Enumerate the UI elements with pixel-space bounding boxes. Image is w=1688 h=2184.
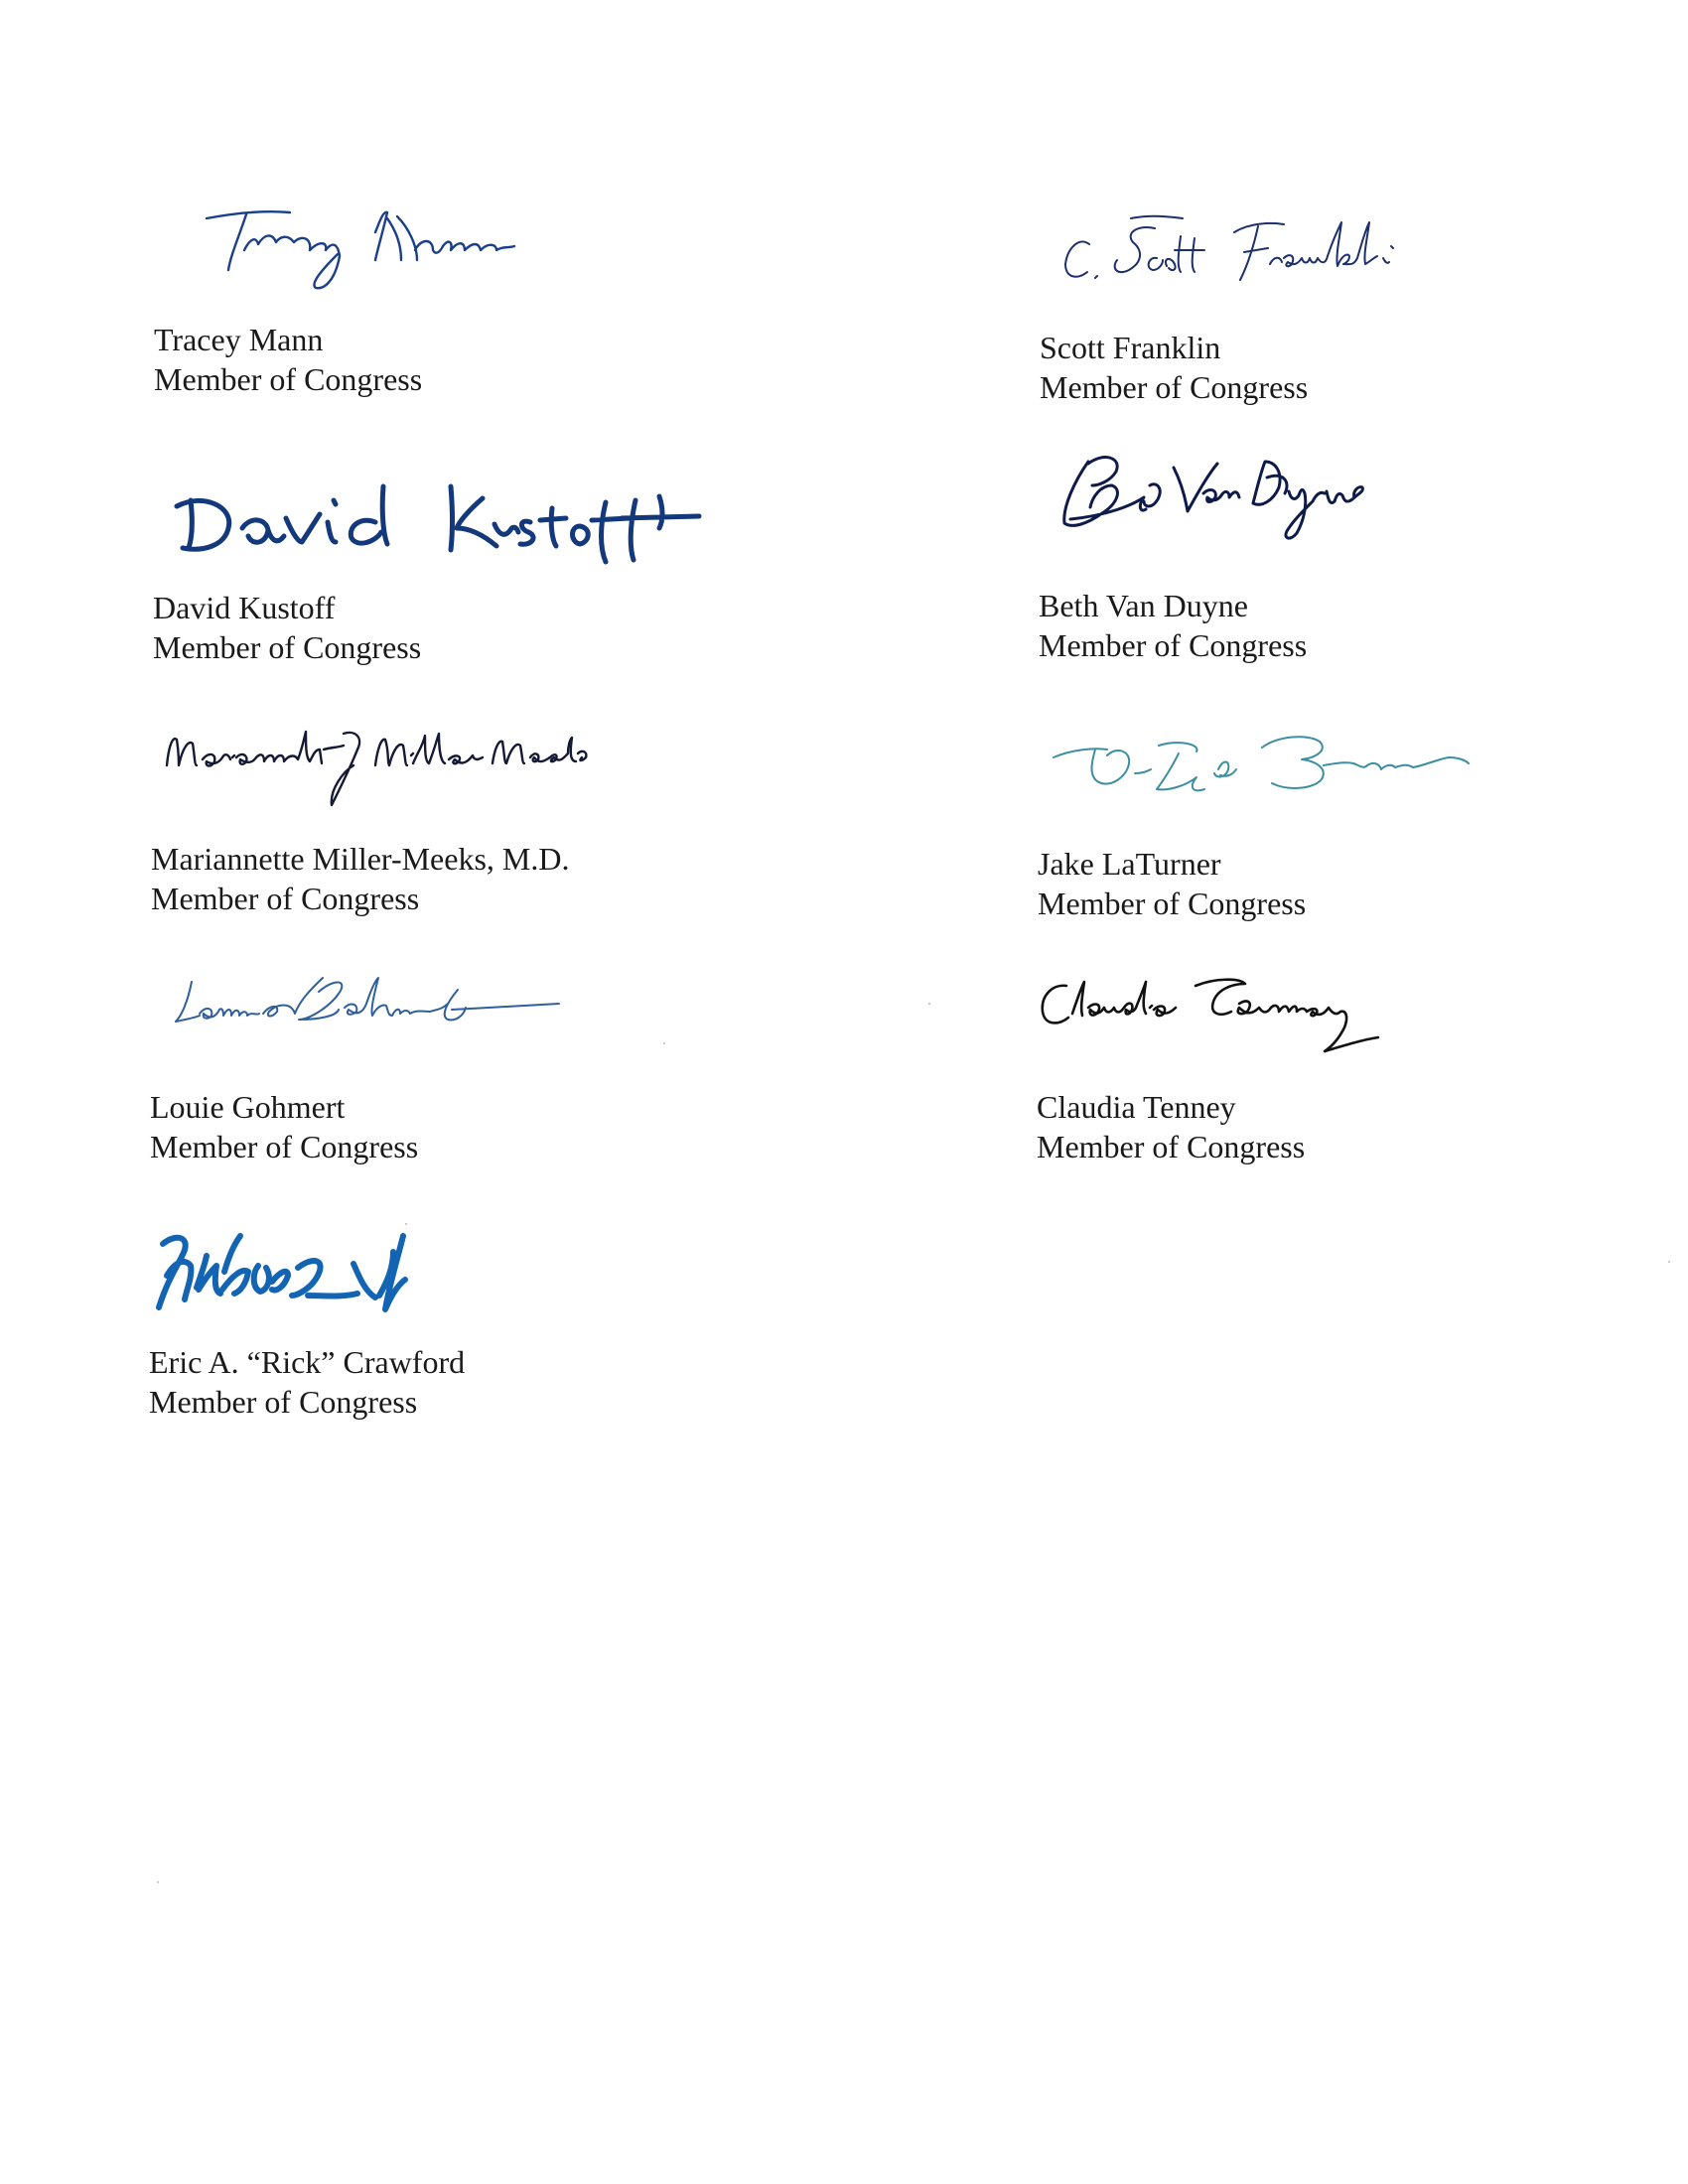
signer-name: David Kustoff — [153, 590, 336, 625]
scan-speck — [157, 1881, 159, 1883]
signer-title: Member of Congress — [150, 1129, 419, 1164]
signature-tenney — [1037, 968, 1414, 1077]
signature-mann — [199, 199, 556, 298]
signer-title: Member of Congress — [154, 361, 423, 397]
scan-speck — [928, 1003, 930, 1005]
signer-title: Member of Congress — [1039, 627, 1308, 663]
signer-name: Eric A. “Rick” Crawford — [149, 1344, 466, 1380]
signature-vanduyne — [1049, 442, 1406, 561]
signer-title: Member of Congress — [153, 629, 422, 665]
scan-speck — [1668, 1261, 1670, 1263]
signature-millermeeks — [161, 710, 618, 819]
signature-laturner — [1048, 720, 1504, 809]
signer-name: Beth Van Duyne — [1039, 588, 1248, 623]
scan-speck — [405, 1223, 407, 1225]
signer-name: Scott Franklin — [1040, 330, 1221, 365]
signer-name: Claudia Tenney — [1037, 1089, 1236, 1125]
scan-speck — [663, 1042, 665, 1044]
signature-franklin — [1059, 208, 1437, 298]
signer-title: Member of Congress — [149, 1384, 418, 1420]
signature-gohmert — [170, 958, 587, 1057]
signature-crawford — [149, 1216, 467, 1335]
signer-title: Member of Congress — [151, 881, 420, 916]
signer-title: Member of Congress — [1038, 886, 1307, 921]
signer-name: Jake LaTurner — [1038, 846, 1221, 882]
signer-title: Member of Congress — [1037, 1129, 1306, 1164]
signer-name: Louie Gohmert — [150, 1089, 346, 1125]
signer-name: Tracey Mann — [154, 322, 324, 357]
signer-name: Mariannette Miller-Meeks, M.D. — [151, 841, 570, 877]
signature-kustoff — [163, 457, 719, 566]
signer-title: Member of Congress — [1040, 369, 1309, 405]
